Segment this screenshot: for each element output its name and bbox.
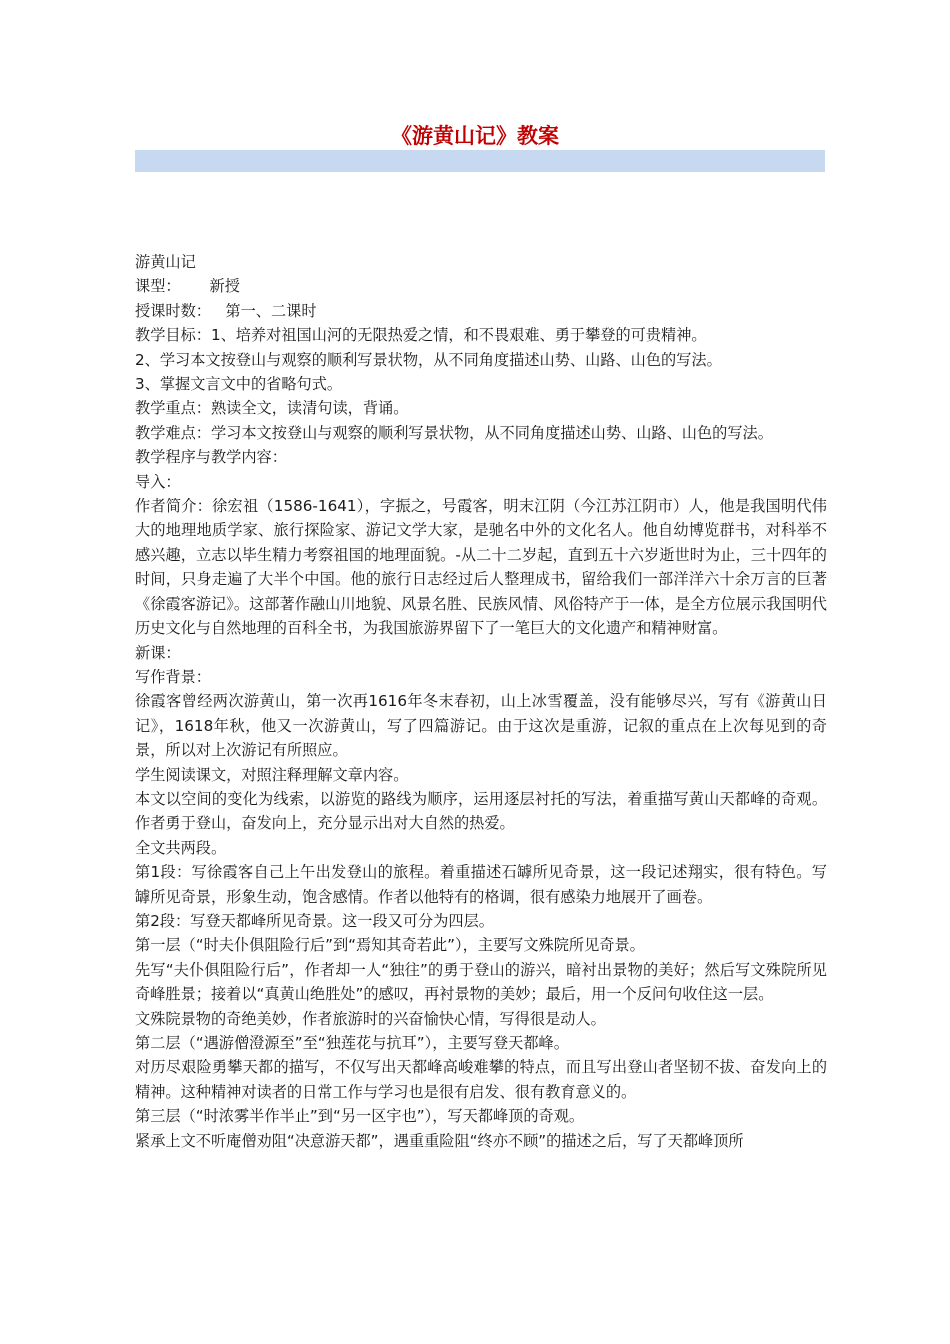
background-label: 写作背景： [135,667,211,686]
background-paragraph: 徐霞客曾经两次游黄山，第一次再1616年冬末春初，山上冰雪覆盖，没有能够尽兴，写有《游黄山日记》，1618年秋，他又一次游黄山，写了四篇游记。由于这次是重游，记叙的重点在上次每见到的奇景，所以对上次游记有所照应。 [135,692,827,760]
text-line: 导入： [135,472,181,491]
read-text-line: 学生阅读课文，对照注释理解文章内容。 [135,765,409,784]
text-line: 教学难点：学习本文按登山与观察的顺利写景状物，从不同角度描述山势、山路、山色的写法。 [135,423,773,442]
layer-1-description: 先写“夫仆俱阻险行后”，作者却一人“独往”的勇于登山的游兴，暗衬出景物的美好；然后写文殊院所见奇峰胜景；接着以“真黄山绝胜处”的感叹，再衬景物的美妙；最后，用一个反问句收住这一层。 [135,960,827,1004]
document-title: 《游黄山记》教案 [391,124,559,148]
text-line: 课型： 新授 [135,277,240,296]
new-lesson-label: 新课： [135,643,181,662]
layer-3-heading: 第三层（“时浓雾半作半止”到“另一区宇也”），写天都峰顶的奇观。 [135,1107,585,1126]
layer-2-description: 对历尽艰险勇攀天都的描写，不仅写出天都峰高峻难攀的特点，而且写出登山者坚韧不拔、奋发向上的精神。这种精神对读者的日常工作与学习也是很有启发、很有教育意义的。 [135,1058,827,1101]
layer-1-note: 文殊院景物的奇绝美妙，作者旅游时的兴奋愉快心情，写得很是动人。 [135,1009,606,1028]
title-underline-band [135,150,825,172]
paragraph-1-analysis: 第1段：写徐霞客自己上午出发登山的旅程。着重描述石罅所见奇景，这一段记述翔实，很有特色。写罅所见奇景，形象生动，饱含感情。作者以他特有的格调，很有感染力地展开了画卷。 [135,863,827,906]
layer-1-heading: 第一层（“时夫仆俱阻险行后”到“焉知其奇若此”），主要写文殊院所见奇景。 [135,936,645,955]
text-line: 教学重点：熟读全文，读清句读，背诵。 [135,399,409,418]
summary-paragraph: 本文以空间的变化为线索，以游览的路线为顺序，运用逐层衬托的写法，着重描写黄山天都峰的奇观。作者勇于登山，奋发向上，充分显示出对大自然的热爱。 [135,789,827,833]
author-intro-paragraph: 作者简介：徐宏祖（1586-1641），字振之，号霞客，明末江阴（今江苏江阴市）人，他是我国明代伟大的地理地质学家、旅行探险家、游记文学大家，是驰名中外的文化名人。他自幼博览群书，对科举不感兴趣，立志以毕生精力考察祖国的地理面貌。-从二十二岁起，直到五十六岁逝世时为止，三十四年的时间，只身走遍了大半个中国。他的旅行日志经过后人整理成书，留给我们一部洋洋六十余万言的巨著《徐霞客游记》。这部著作融山川地貌、风景名胜、民族风情、风俗特产于一体，是全方位展示我国明代历史文化与自然地理的百科全书，为我国旅游界留下了一笔巨大的文化遗产和精神财富。 [135,497,827,638]
text-line: 3、掌握文言文中的省略句式。 [135,375,343,394]
paragraph-2-analysis: 第2段：写登天都峰所见奇景。这一段又可分为四层。 [135,911,494,930]
layer-3-description: 紧承上文不听庵僧劝阻“决意游天都”，遇重重险阻“终亦不顾”的描述之后，写了天都峰顶所 [135,1131,744,1150]
document-body [135,250,827,1153]
text-line: 游黄山记 [135,253,196,271]
two-parts-line: 全文共两段。 [135,838,227,857]
text-line: 2、学习本文按登山与观察的顺利写景状物，从不同角度描述山势、山路、山色的写法。 [135,350,722,369]
text-line: 教学程序与教学内容： [135,448,287,467]
layer-2-heading: 第二层（“遇游僧澄源至”至“独莲花与抗耳”），主要写登天都峰。 [135,1034,569,1052]
text-line: 教学目标：1、培养对祖国山河的无限热爱之情，和不畏艰难、勇于攀登的可贵精神。 [135,326,707,345]
text-line: 授课时数： 第一、二课时 [135,301,317,320]
